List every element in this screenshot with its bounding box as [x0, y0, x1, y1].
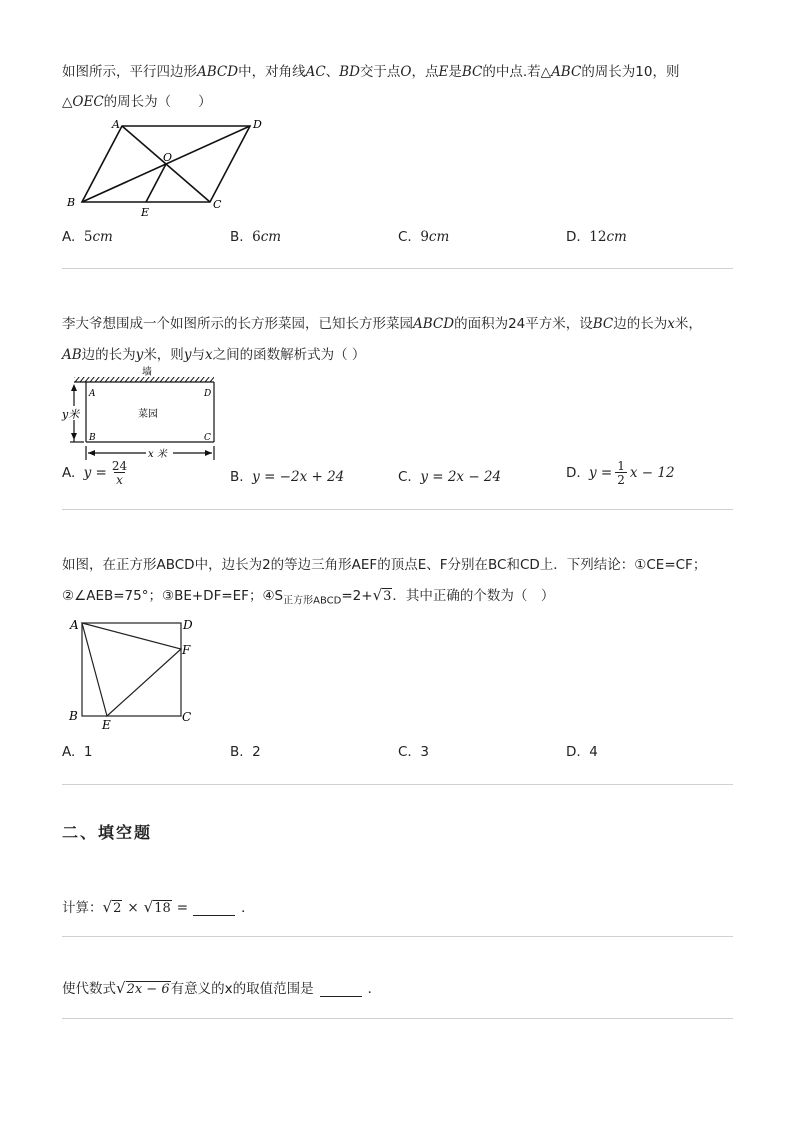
q1-text: 是: [448, 64, 462, 80]
q2-math: x: [204, 347, 213, 363]
q3-text: =2+: [341, 588, 373, 604]
section-title: 二、填空题: [62, 823, 153, 842]
q1-text: 的中点.若△: [482, 64, 552, 80]
fraction: [615, 460, 627, 486]
q2-math: AB: [62, 347, 82, 363]
option-expr: y =: [588, 465, 613, 481]
q1-label-d: D: [253, 118, 262, 131]
fraction-numerator: 1: [617, 459, 625, 473]
q2-option-d[interactable]: [566, 460, 675, 486]
option-letter: C.: [398, 744, 412, 760]
q2-text: 边的长为: [613, 316, 668, 332]
option-value: 2: [252, 744, 261, 760]
q3-option-a[interactable]: [62, 744, 92, 760]
option-letter: D.: [566, 744, 581, 760]
q1-option-a[interactable]: [62, 229, 113, 245]
q1-math: AC: [305, 64, 326, 80]
sqrt: √ 2: [102, 898, 122, 916]
divider: [62, 268, 733, 269]
option-unit: cm: [606, 229, 627, 245]
q1-text: 交于点: [359, 64, 401, 80]
option-letter: A.: [62, 229, 76, 245]
option-unit: cm: [260, 229, 282, 245]
fraction-denominator: x: [116, 473, 123, 487]
q1-math: BC: [461, 64, 483, 80]
option-expr: y =: [83, 465, 107, 481]
divider: [62, 936, 733, 937]
fraction-denominator: 2: [617, 473, 625, 487]
q3-label-a: A: [70, 618, 79, 632]
option-value: 4: [589, 744, 598, 760]
radicand: 2x − 6: [126, 982, 170, 997]
q1-text: 的周长为10，则: [581, 64, 680, 80]
option-letter: D.: [566, 229, 581, 245]
option-letter: B.: [230, 469, 244, 485]
q3-text: ．其中正确的个数为（ ）: [392, 588, 555, 604]
q1-label-o: O: [163, 151, 173, 164]
q1-math: BD: [339, 64, 360, 80]
q3-option-d[interactable]: [566, 744, 598, 760]
q3-option-c[interactable]: [398, 744, 429, 760]
q3-square-figure: [62, 612, 202, 732]
answer-blank[interactable]: [193, 903, 235, 916]
q2-text: 与: [191, 347, 205, 363]
q2-text: 李大爷想围成一个如图所示的长方形菜园，已知长方形菜园: [62, 316, 413, 332]
option-letter: C.: [398, 229, 412, 245]
q2-text: 的面积为24平方米，设: [454, 316, 593, 332]
q5-text: 有意义的x的取值范围是: [170, 981, 314, 997]
times-symbol: ×: [127, 900, 139, 916]
q2-math: BC: [592, 316, 614, 332]
q2-stem-line2: [62, 343, 365, 363]
q1-text: 中，对角线: [238, 64, 306, 80]
q1-option-b[interactable]: [230, 229, 281, 245]
y-dimension-label: y米: [62, 408, 80, 421]
radicand: 2: [113, 901, 122, 916]
q3-label-f: F: [182, 643, 191, 657]
option-letter: B.: [230, 229, 244, 245]
q2-label-d: D: [204, 389, 212, 399]
option-letter: A.: [62, 744, 76, 760]
option-value: 5: [83, 229, 93, 245]
option-expr: y = −2x + 24: [252, 469, 345, 485]
equals-symbol: =: [176, 900, 189, 916]
q2-math: ABCD: [413, 316, 455, 332]
option-expr: x − 12: [629, 465, 675, 481]
q2-option-b[interactable]: [230, 469, 344, 485]
option-value: 3: [420, 744, 429, 760]
q1-math: OEC: [72, 94, 104, 110]
q4-text: 计算：: [62, 900, 103, 916]
q1-label-a: A: [112, 118, 120, 131]
option-unit: cm: [428, 229, 450, 245]
wall-label: 墙: [142, 367, 152, 378]
option-expr: y = 2x − 24: [420, 469, 502, 485]
q2-math: y: [183, 347, 192, 363]
q1-label-b: B: [67, 196, 76, 209]
q3-label-b: B: [69, 709, 78, 723]
q1-parallelogram-figure: [62, 114, 262, 222]
q2-math: y: [135, 347, 144, 363]
divider: [62, 1018, 733, 1019]
q2-text: 米，: [674, 316, 702, 332]
q1-math: ABC: [551, 64, 582, 80]
option-value: 12: [589, 229, 607, 245]
q1-option-d[interactable]: [566, 229, 627, 245]
option-letter: C.: [398, 469, 412, 485]
q2-label-b: B: [89, 433, 96, 443]
q1-stem-line1: [62, 60, 680, 80]
q3-stem-line1: 如图，在正方形ABCD中，边长为2的等边三角形AEF的顶点E、F分别在BC和CD上．下列结论：①CE=CF；: [62, 557, 707, 573]
q2-text: 之间的函数解析式为（ ）: [212, 347, 366, 363]
option-letter: B.: [230, 744, 244, 760]
divider: [62, 509, 733, 510]
q1-stem-line2: [62, 90, 212, 110]
q2-text: 边的长为: [81, 347, 136, 363]
q2-stem-line1: [62, 312, 702, 332]
fraction-numerator: 24: [111, 459, 128, 473]
garden-label: 菜园: [138, 409, 158, 420]
q1-label-e: E: [141, 206, 150, 219]
q3-label-d: D: [183, 618, 193, 632]
q1-math: O: [400, 64, 412, 80]
q2-math: x: [667, 316, 675, 332]
q4-text: ．: [241, 900, 255, 916]
x-dimension-label: x 米: [148, 449, 167, 460]
q2-label-a: A: [89, 389, 96, 399]
option-value: 6: [252, 229, 261, 245]
option-letter: A.: [62, 465, 76, 481]
fraction: [110, 460, 129, 486]
sqrt: √ 2x − 6: [116, 979, 170, 997]
q1-text: 如图所示，平行四边形: [62, 64, 197, 80]
q3-subscript: 正方形ABCD: [283, 595, 342, 607]
q3-option-b[interactable]: [230, 744, 261, 760]
option-letter: D.: [566, 465, 581, 481]
sqrt: √ 3: [372, 586, 392, 604]
sqrt: √ 18: [143, 898, 171, 916]
q1-option-c[interactable]: [398, 229, 449, 245]
radicand: 3: [383, 589, 392, 604]
q1-label-c: C: [213, 198, 222, 211]
q3-label-c: C: [182, 710, 192, 724]
q5-stem: [62, 977, 381, 997]
q2-option-a[interactable]: [62, 460, 129, 486]
q1-math: ABCD: [197, 64, 239, 80]
q3-label-e: E: [102, 718, 111, 732]
q1-text: 的周长为（ ）: [103, 94, 212, 110]
q4-stem: [62, 896, 255, 916]
q2-garden-figure: [60, 364, 222, 462]
option-value: 9: [420, 229, 429, 245]
q2-label-c: C: [204, 433, 211, 443]
option-unit: cm: [92, 229, 113, 245]
radicand: 18: [154, 901, 171, 916]
q1-math: E: [438, 64, 449, 80]
option-value: 1: [83, 744, 93, 760]
divider: [62, 784, 733, 785]
q2-text: 米，则: [143, 347, 184, 363]
q5-text: ．: [367, 981, 382, 997]
answer-blank[interactable]: [320, 984, 362, 997]
q5-text: 使代数式: [62, 981, 116, 997]
q2-option-c[interactable]: [398, 469, 501, 485]
q1-text: 、: [325, 64, 340, 80]
q1-text: △: [62, 94, 73, 110]
q3-stem-line2: [62, 584, 554, 607]
q3-text: ②∠AEB=75°；③BE+DF=EF；④S: [62, 588, 284, 604]
q1-text: ，点: [411, 64, 439, 80]
